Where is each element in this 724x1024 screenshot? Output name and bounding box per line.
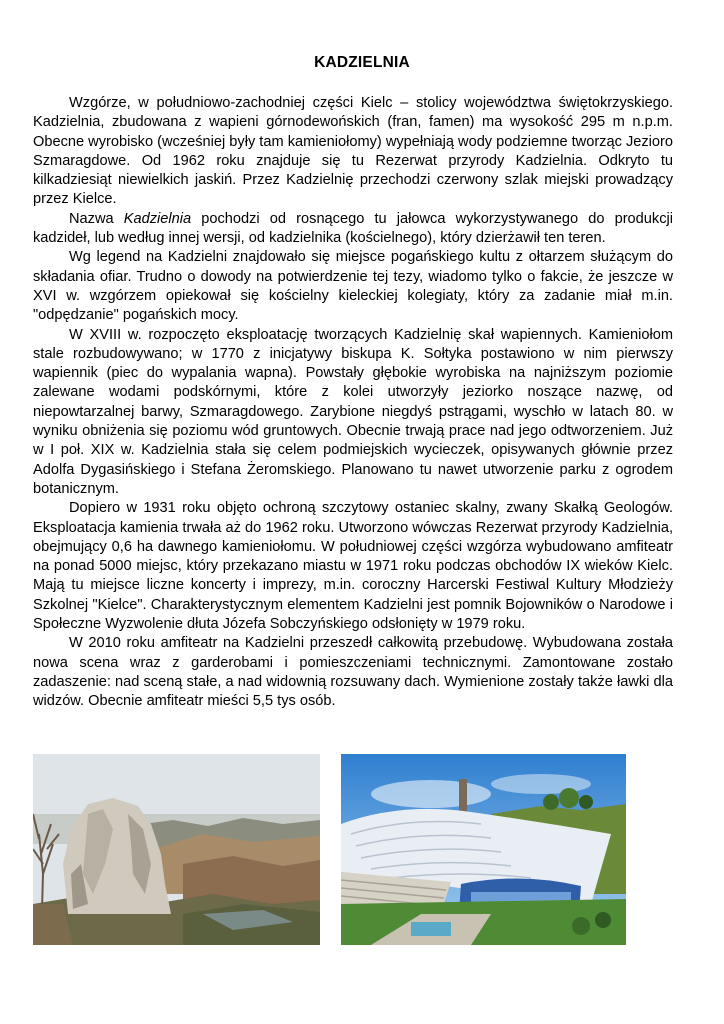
italic-term: Kadzielnia	[123, 210, 192, 227]
paragraph-legend	[33, 248, 673, 325]
photo-amphitheatre	[341, 754, 626, 945]
paragraph-reserve	[33, 499, 673, 634]
photo-rock-outcrop	[33, 754, 320, 945]
rock-outcrop-illustration	[33, 754, 320, 945]
paragraph-text: W XVIII w. rozpoczęto eksploatację tworzących Kadzielnię skał wapiennych. Kamieniołom stale rozbudowywano; w 1770 z inicjatywy biskupa K. Sołtyka postawiono w nim pierwszy wapiennik (piec do wypalania wapna). Powstały głębokie wyrobiska na najniższym poziomie zalewane wodami podskórnymi, które z kolei utworzyły jeziorko noszące nazwę, od niepowtarzalnej barwy, Szmaragdowego. Zarybione niegdyś pstrągami, wyschło w latach 80. w wyniku obniżenia się poziomu wód gruntowych. Obecnie trwają prace nad jego odtworzeniem. Już w I poł. XIX w. Kadzielnia stała się celem podmiejskich wycieczek, opisywanych głównie przez Adolfa Dygasińskiego i Stefana Żeromskiego. Planowano tu nawet utworzenie parku z ogrodem botanicznym.	[33, 326, 673, 497]
paragraph-text: Wg legend na Kadzielni znajdowało się miejsce pogańskiego kultu z ołtarzem służącym do składania ofiar. Trudno o dowody na potwierdzenie tej tezy, wiadomo tylko o fakcie, że jeszcze w XVI w. wzgórzem opiekował się kościelny kieleckiej kolegiaty, który za zadanie miał m.in. "odpędzanie" pogańskich mocy.	[33, 249, 673, 324]
paragraph-text: Wzgórze, w południowo-zachodniej części Kielc – stolicy województwa świętokrzyskiego. Kadzielnia, zbudowana z wapieni górnodewońskich (fran, famen) ma wysokość 295 m n.p.m. Obecne wyrobisko (wcześniej były tam kamieniołomy) wypełniają wody podziemne tworząc Jezioro Szmaragdowe. Od 1962 roku znajduje się tu Rezerwat przyrody Kadzielnia. Odkryto tu kilkadziesiąt niewielkich jaskiń. Przez Kadzielnię przechodzi czerwony szlak miejski prowadzący przez Kielce.	[33, 95, 673, 208]
paragraph-history	[33, 326, 673, 500]
paragraph-amphitheatre	[33, 634, 673, 711]
paragraph-intro	[33, 94, 673, 210]
paragraph-name-origin	[33, 210, 673, 249]
paragraph-text: Nazwa	[69, 210, 124, 227]
paragraph-text: Dopiero w 1931 roku objęto ochroną szczytowy ostaniec skalny, zwany Skałką Geologów. Eksploatacja kamienia trwała aż do 1962 roku. Utworzono wówczas Rezerwat przyrody Kadzielnia, obejmujący 0,6 ha dawnego kamieniołomu. W południowej części wzgórza wybudowano amfiteatr na ponad 5000 miejsc, który przekazano miastu w 1971 roku podczas obchodów IX wieków Kielc. Mają tu miejsce liczne koncerty i imprezy, m.in. coroczny Harcerski Festiwal Kultury Młodzieży Szkolnej "Kielce". Charakterystycznym elementem Kadzielni jest pomnik Bojowników o Narodowe i Społeczne Wyzwolenie dłuta Józefa Sobczyńskiego odsłonięty w 1979 roku.	[33, 500, 673, 633]
page-title: KADZIELNIA	[314, 54, 410, 71]
amphitheatre-illustration	[341, 754, 626, 945]
paragraph-text: W 2010 roku amfiteatr na Kadzielni przeszedł całkowitą przebudowę. Wybudowana została nowa scena wraz z garderobami i pomieszczeniami technicznymi. Zamontowane zostało zadaszenie: nad sceną stałe, a nad widownią rozsuwany dach. Wymienione zostały także ławki dla widzów. Obecnie amfiteatr mieści 5,5 tys osób.	[33, 635, 673, 710]
document-body	[33, 94, 673, 712]
paragraph-text-continued: pochodzi od rosnącego tu jałowca wykorzystywanego do produkcji kadzideł, lub według innej wersji, od kadzielnika (kościelnego), który dzierżawił ten teren.	[33, 210, 673, 247]
